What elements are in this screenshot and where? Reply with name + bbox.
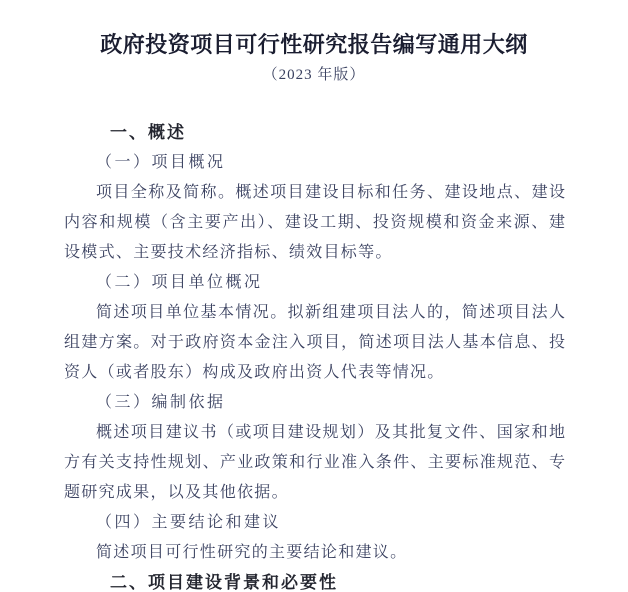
section-heading-overview: 一、概述 [110, 123, 186, 142]
document-subtitle: （2023 年版） [262, 67, 366, 83]
paragraph-line: 题研究成果，以及其他依据。 [64, 484, 289, 501]
document-title: 政府投资项目可行性研究报告编写通用大纲 [100, 32, 528, 57]
paragraph-line: 设模式、主要技术经济指标、绩效目标等。 [64, 244, 393, 261]
subsection-heading-unit-overview: （二）项目单位概况 [96, 274, 263, 291]
paragraph-line: 简述项目单位基本情况。拟新组建项目法人的，简述项目法人 [96, 304, 565, 321]
section-heading-background-necessity: 二、项目建设背景和必要性 [110, 573, 338, 592]
paragraph-line: 资人（或者股东）构成及政府出资人代表等情况。 [64, 364, 445, 381]
subsection-heading-compilation-basis: （三）编制依据 [96, 394, 226, 411]
paragraph-line: 项目全称及简称。概述项目建设目标和任务、建设地点、建设 [96, 184, 565, 201]
paragraph-line: 内容和规模（含主要产出）、建设工期、投资规模和资金来源、建 [64, 214, 565, 231]
paragraph-line: 概述项目建议书（或项目建设规划）及其批复文件、国家和地 [96, 424, 565, 441]
subsection-heading-conclusions: （四）主要结论和建议 [96, 514, 282, 531]
document-body [64, 118, 565, 592]
paragraph-line: 简述项目可行性研究的主要结论和建议。 [96, 544, 408, 561]
subsection-heading-project-overview: （一）项目概况 [96, 154, 226, 171]
paragraph-line: 方有关支持性规划、产业政策和行业准入条件、主要标准规范、专 [64, 454, 565, 471]
paragraph-line: 组建方案。对于政府资本金注入项目，简述项目法人基本信息、投 [64, 334, 565, 351]
